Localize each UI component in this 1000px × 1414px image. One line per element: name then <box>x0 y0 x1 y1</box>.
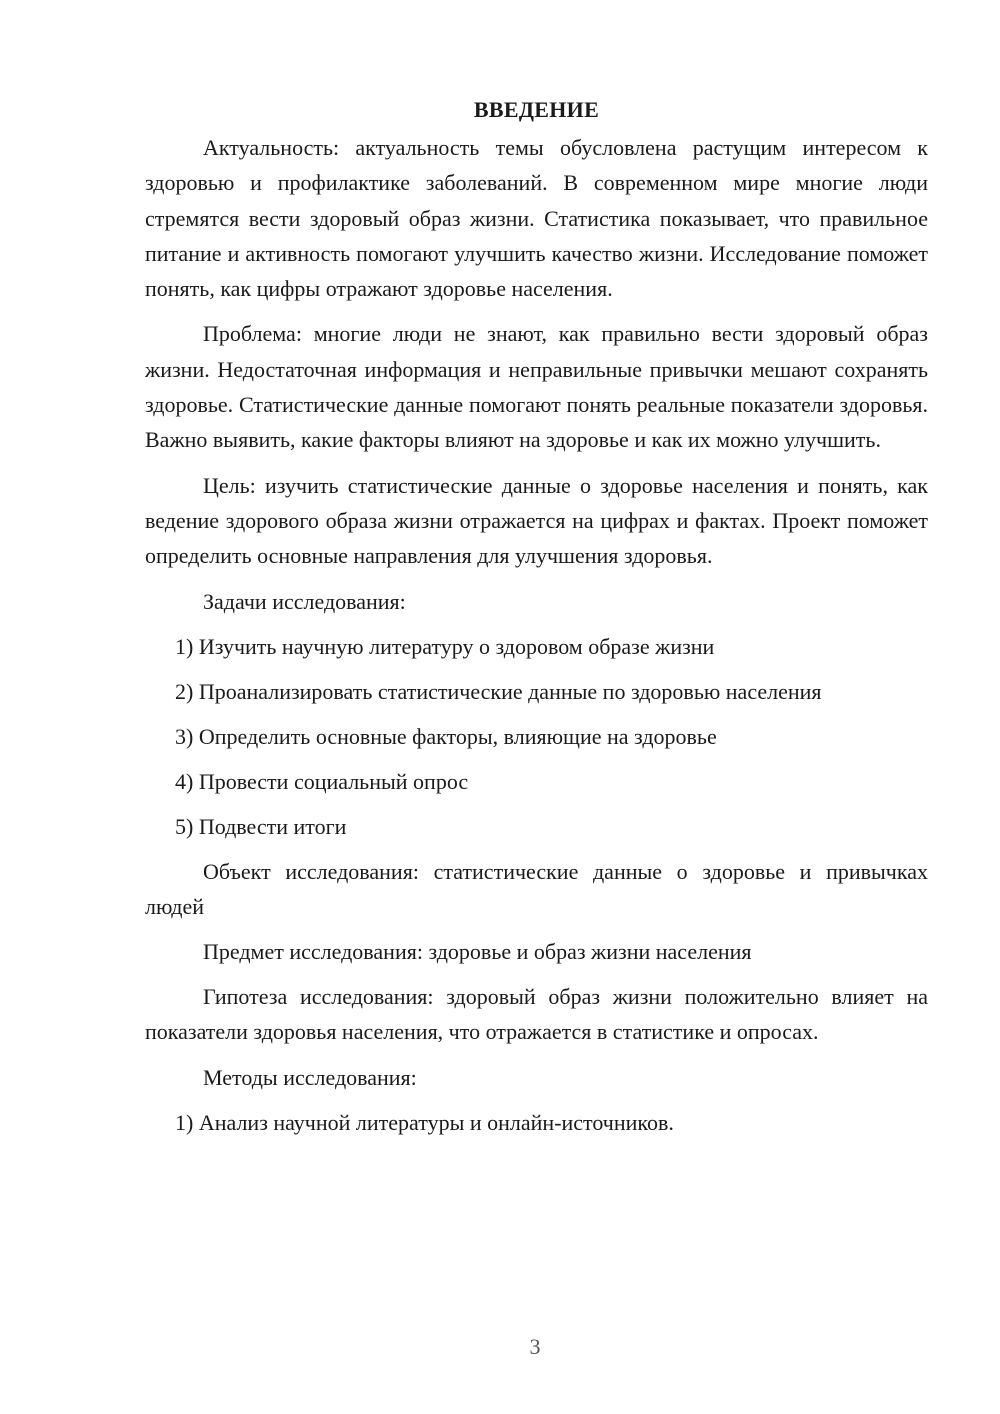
list-item: 5) Подвести итоги <box>175 813 347 839</box>
hypothesis-paragraph: Гипотеза исследования: здоровый образ жизни положительно влияет на показатели здоровья населения, что отражается в статистике и опросах. <box>145 984 928 1045</box>
relevance-paragraph: Актуальность: актуальность темы обусловлена растущим интересом к здоровью и профилактике заболеваний. В современном мире многие люди стремятся вести здоровый образ жизни. Статистика показывает, что правильное питание и активность помогают улучшить качество жизни. Исследование поможет понять, как цифры отражают здоровье населения. <box>145 135 928 302</box>
problem-paragraph: Проблема: многие люди не знают, как правильно вести здоровый образ жизни. Недостаточная информация и неправильные привычки мешают сохранять здоровье. Статистические данные помогают понять реальные показатели здоровья. Важно выявить, какие факторы влияют на здоровье и как их можно улучшить. <box>145 321 928 453</box>
subject-paragraph: Предмет исследования: здоровье и образ жизни населения <box>203 939 752 965</box>
list-item: 2) Проанализировать статистические данные по здоровью населения <box>175 678 822 704</box>
list-item: 3) Определить основные факторы, влияющие на здоровье <box>175 723 717 749</box>
object-paragraph: Объект исследования: статистические данные о здоровье и привычках людей <box>145 858 928 919</box>
page-number: 3 <box>529 1334 541 1359</box>
list-item: 4) Провести социальный опрос <box>175 768 469 794</box>
document-page <box>145 92 928 1150</box>
tasks-heading: Задачи исследования: <box>203 588 406 614</box>
page-title: ВВЕДЕНИЕ <box>473 97 600 122</box>
list-item: 1) Анализ научной литературы и онлайн-источников. <box>175 1109 674 1135</box>
list-item: 1) Изучить научную литературу о здоровом образе жизни <box>175 633 715 659</box>
goal-paragraph: Цель: изучить статистические данные о здоровье населения и понять, как ведение здорового образа жизни отражается на цифрах и фактах. Проект поможет определить основные направления для улучшения здоровья. <box>145 472 928 569</box>
methods-heading: Методы исследования: <box>203 1064 417 1090</box>
